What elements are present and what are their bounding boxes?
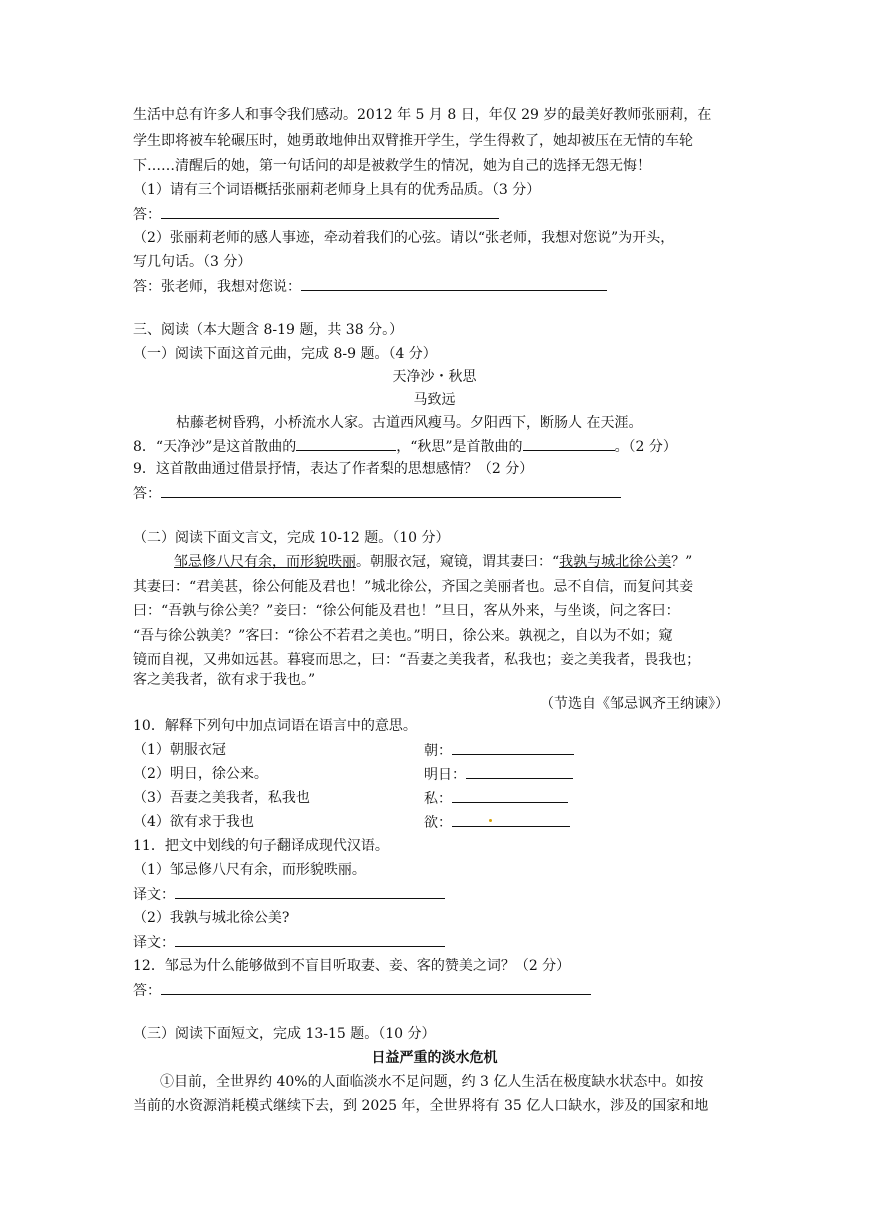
passage-line-2: 其妻曰：“君美甚，徐公何能及君也！”城北徐公，齐国之美丽者也。忌不自信，而复问其妾 (133, 579, 694, 595)
part-3-title: （三）阅读下面短文，完成 13-15 题。（10 分） (133, 1026, 436, 1042)
answer-9-row (133, 483, 621, 504)
translation-1-row (133, 884, 445, 905)
question-8-text-b: ，“秋思”是首散曲的 (396, 439, 523, 455)
question-11: 11．把文中划线的句子翻译成现代汉语。 (133, 838, 389, 854)
q10-item-1-blank[interactable] (452, 740, 574, 755)
question-9: 9．这首散曲通过借景抒情，表达了作者梨的思想感情？（2 分） (133, 461, 534, 477)
question-8-row (133, 436, 677, 457)
answer-9-label: 答： (133, 486, 161, 502)
translation-2-blank[interactable] (175, 932, 445, 947)
translation-1-blank[interactable] (175, 884, 445, 899)
q10-item-3-answer (424, 788, 568, 809)
passage-line-1-text: 。朝服衣冠，窥镜，谓其妻曰：“ (356, 554, 560, 570)
q10-item-2: （2）明日，徐公来。 (133, 766, 268, 782)
question-11-2: （2）我孰与城北徐公美? (133, 910, 290, 926)
intro-line-2: 学生即将被车轮碾压时，她勇敢地伸出双臂推开学生，学生得救了，她却被压在无情的车轮 (133, 133, 693, 149)
translation-2-label: 译文： (133, 935, 175, 951)
part-2-title: （二）阅读下面文言文，完成 10-12 题。（10 分） (133, 530, 450, 546)
question-8-blank-2[interactable] (523, 436, 615, 451)
poem-body: 枯藤老树昏鸦，小桥流水人家。古道西风瘦马。夕阳西下，断肠人 在天涯。 (176, 415, 643, 431)
question-11-1: （1）邹忌修八尺有余，而形貌昳丽。 (133, 862, 366, 878)
answer-12-blank[interactable] (161, 980, 591, 995)
q10-item-3-label: 私： (424, 791, 452, 807)
q10-item-2-label: 明日： (424, 767, 466, 783)
part-1-title: （一）阅读下面这首元曲，完成 8-9 题。（4 分） (133, 346, 437, 362)
answer-2-blank[interactable] (301, 276, 607, 291)
q10-item-3: （3）吾妻之美我者，私我也 (133, 790, 310, 806)
q10-item-3-blank[interactable] (452, 788, 568, 803)
question-12: 12．邹忌为什么能够做到不盲目听取妻、妾、客的赞美之词？（2 分） (133, 958, 571, 974)
answer-2-row (133, 276, 607, 297)
passage-line-3: 曰：“吾孰与徐公美？”妾曰：“徐公何能及君也！”旦日，客从外来，与坐谈，问之客曰： (133, 603, 680, 619)
answer-12-row (133, 980, 591, 1001)
intro-line-3: 下……清醒后的她，第一句话问的却是被救学生的情况，她为自己的选择无怨无悔！ (133, 158, 651, 174)
q10-item-1-answer (424, 740, 574, 761)
question-2-line-1: （2）张丽莉老师的感人事迹，牵动着我们的心弦。请以“张老师，我想对您说”为开头， (133, 230, 675, 246)
answer-1-label: 答： (133, 207, 161, 223)
answer-2-label: 答：张老师，我想对您说： (133, 279, 301, 295)
poem-title: 天净沙・秋思 (392, 369, 477, 385)
q10-item-2-answer (424, 764, 573, 785)
underlined-sentence-2: 我孰与城北徐公美 (559, 554, 672, 570)
question-8-text-c: 。（2 分） (614, 439, 677, 455)
answer-12-label: 答： (133, 983, 161, 999)
question-8-blank-1[interactable] (296, 436, 396, 451)
translation-2-row (133, 932, 445, 953)
answer-9-blank[interactable] (161, 483, 621, 498)
q10-item-1: （1）朝服衣冠 (133, 742, 226, 758)
q10-item-4-blank[interactable] (452, 812, 570, 827)
answer-1-row (133, 204, 499, 225)
q10-item-4: （4）欲有求于我也 (133, 814, 254, 830)
q10-item-2-blank[interactable] (466, 764, 573, 779)
question-10: 10．解释下列句中加点词语在语言中的意思。 (133, 718, 417, 734)
q10-item-4-answer (424, 812, 570, 833)
section-3-title: 三、阅读（本大题含 8-19 题，共 38 分。） (133, 322, 404, 338)
question-2-line-2: 写几句话。（3 分） (133, 254, 252, 270)
q10-item-1-label: 朝： (424, 743, 452, 759)
answer-1-blank[interactable] (161, 204, 499, 219)
question-1: （1）请有三个词语概括张丽莉老师身上具有的优秀品质。（3 分） (133, 182, 541, 198)
stray-mark (489, 819, 492, 822)
question-8-text-a: 8．“天净沙”是这首散曲的 (133, 439, 297, 455)
passage-line-1 (174, 552, 692, 572)
underlined-sentence-1: 邹忌修八尺有余，而形貌昳丽 (174, 554, 356, 570)
passage-line-6: 客之美我者，欲有求于我也。” (133, 672, 316, 688)
poem-author: 马致远 (413, 392, 456, 408)
passage-source: （节选自《邹忌讽齐王纳谏》） (540, 696, 729, 712)
article-title: 日益严重的淡水危机 (371, 1050, 498, 1066)
article-line-1: ①目前，全世界约 40%的人面临淡水不足问题，约 3 亿人生活在极度缺水状态中。如按 (160, 1074, 704, 1090)
passage-line-4: “吾与徐公孰美？”客曰：“徐公不若君之美也。”明日，徐公来。孰视之，自以为不如；窥 (133, 628, 673, 644)
passage-line-1-end: ？” (671, 554, 693, 570)
article-line-2: 当前的水资源消耗模式继续下去，到 2025 年，全世界将有 35 亿人口缺水，涉及的国家和地 (133, 1098, 709, 1114)
translation-1-label: 译文： (133, 887, 175, 903)
q10-item-4-label: 欲： (424, 815, 452, 831)
intro-line-1: 生活中总有许多人和事令我们感动。2012 年 5 月 8 日，年仅 29 岁的最美好教师张丽莉，在 (133, 107, 712, 123)
passage-line-5: 镜而自视，又弗如远甚。暮寝而思之，曰：“吾妻之美我者，私我也；妾之美我者，畏我也； (133, 652, 701, 668)
